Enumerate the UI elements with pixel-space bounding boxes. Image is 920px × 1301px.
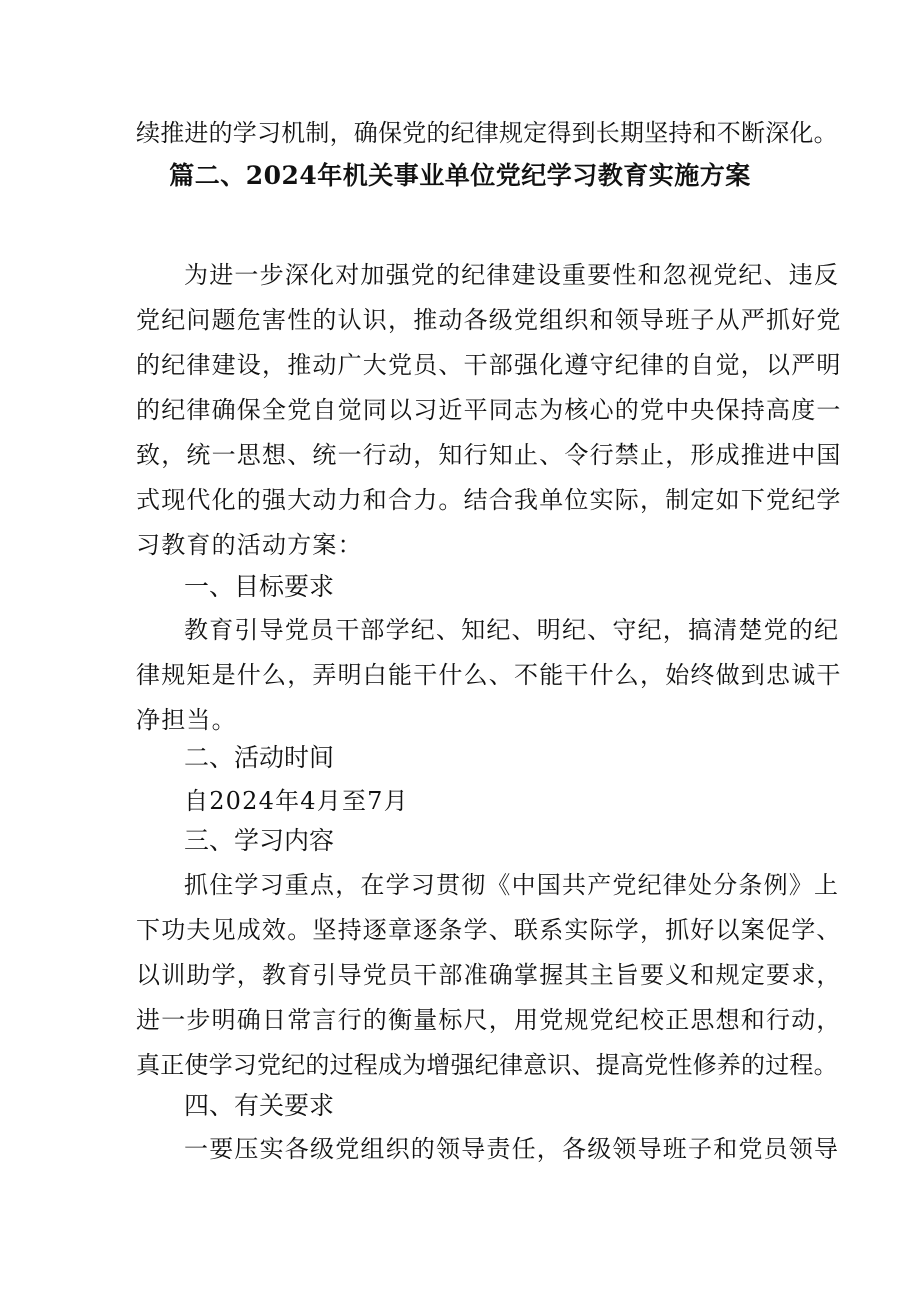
- section-line: 自2024年4月至7月: [184, 787, 409, 815]
- section-line: 教育引导党员干部学纪、知纪、明纪、守纪，搞清楚党的纪: [184, 616, 840, 644]
- document-title: 篇二、2024年机关事业单位党纪学习教育实施方案: [169, 161, 751, 190]
- intro-line: 致，统一思想、统一行动，知行知止、令行禁止，形成推进中国: [136, 441, 842, 469]
- section-line: 真正使学习党纪的过程成为增强纪律意识、提高党性修养的过程。: [136, 1051, 838, 1079]
- section-line: 律规矩是什么，弄明白能干什么、不能干什么，始终做到忠诚干: [136, 661, 842, 689]
- section-line: 进一步明确日常言行的衡量标尺，用党规党纪校正思想和行动，: [136, 1006, 842, 1034]
- section-line: 下功夫见成效。坚持逐章逐条学、联系实际学，抓好以案促学、: [136, 916, 842, 944]
- section-heading-goals: 一、目标要求: [184, 572, 335, 601]
- intro-line: 为进一步深化对加强党的纪律建设重要性和忽视党纪、违反: [184, 261, 840, 289]
- section-heading-content: 三、学习内容: [184, 826, 335, 855]
- section-line: 一要压实各级党组织的领导责任，各级领导班子和党员领导: [184, 1135, 840, 1163]
- intro-line: 习教育的活动方案：: [136, 531, 363, 559]
- intro-line: 的纪律建设，推动广大党员、干部强化遵守纪律的自觉，以严明: [136, 351, 842, 379]
- section-line: 净担当。: [136, 706, 237, 734]
- intro-line: 党纪问题危害性的认识，推动各级党组织和领导班子从严抓好党: [136, 306, 842, 334]
- section-line: 以训助学，教育引导党员干部准确掌握其主旨要义和规定要求，: [136, 961, 842, 989]
- section-line: 抓住学习重点，在学习贯彻《中国共产党纪律处分条例》上: [184, 871, 840, 899]
- section-heading-requirements: 四、有关要求: [184, 1091, 335, 1120]
- intro-line: 式现代化的强大动力和合力。结合我单位实际，制定如下党纪学: [136, 486, 842, 514]
- section-heading-time: 二、活动时间: [184, 743, 335, 772]
- lead-paragraph-line: 续推进的学习机制，确保党的纪律规定得到长期坚持和不断深化。: [136, 119, 838, 147]
- intro-line: 的纪律确保全党自觉同以习近平同志为核心的党中央保持高度一: [136, 396, 842, 424]
